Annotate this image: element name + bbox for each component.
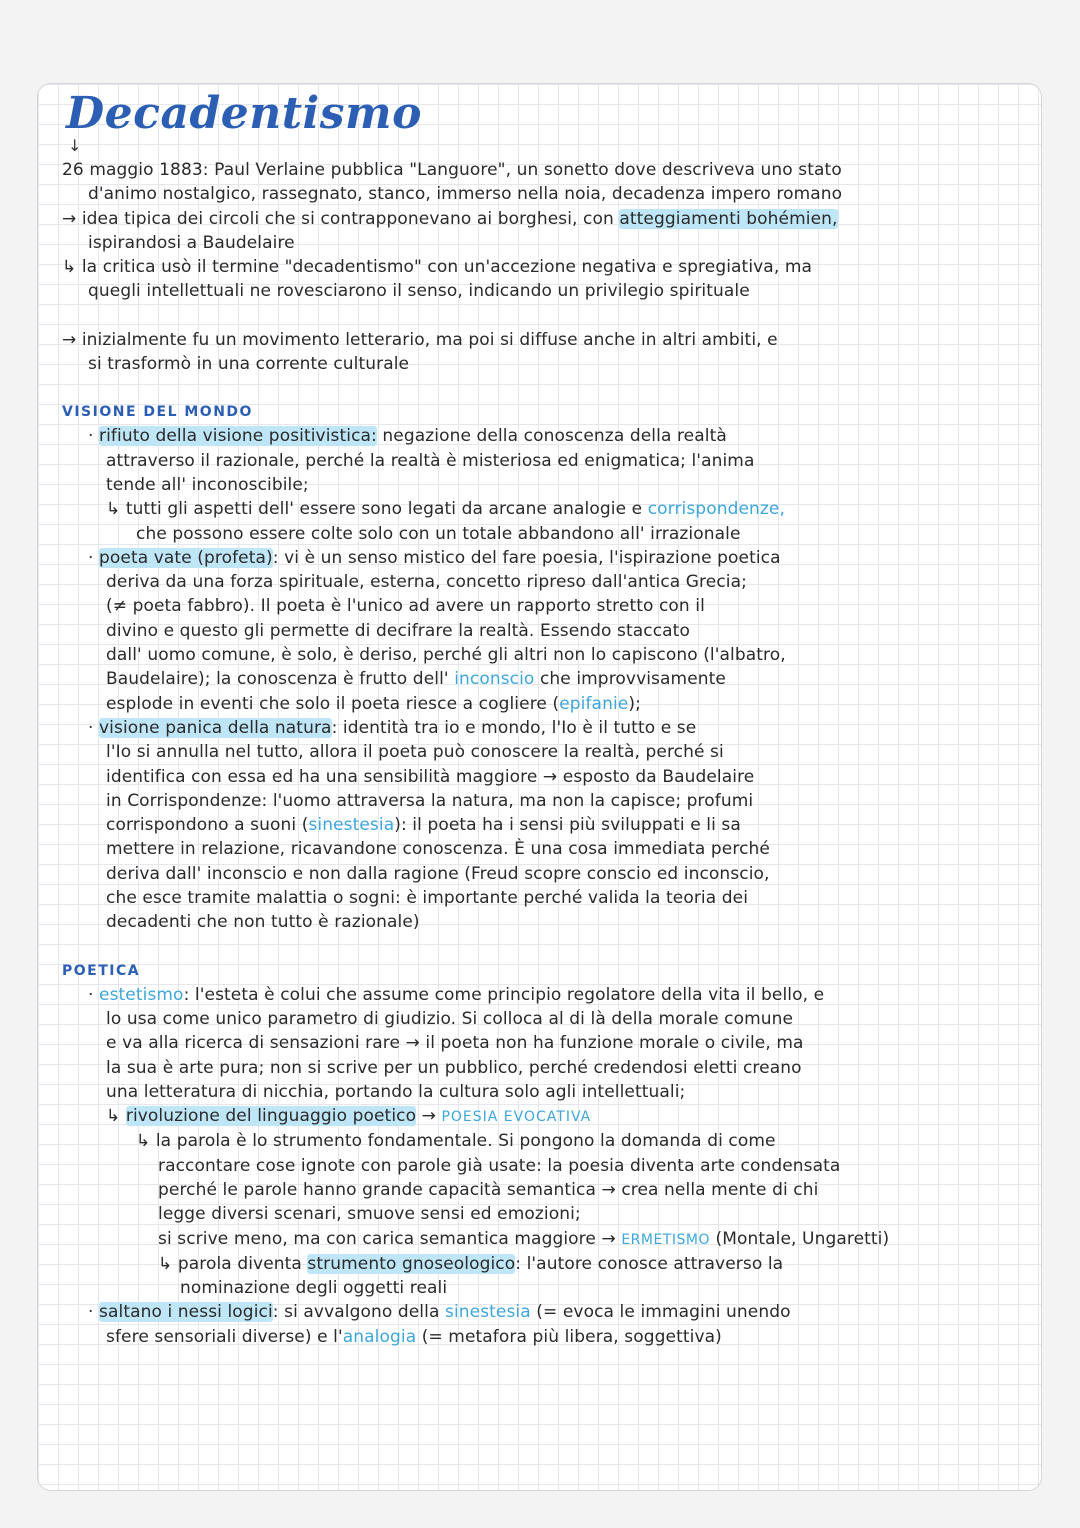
blue-term: corrispondenze, — [647, 499, 785, 520]
bullet-line: raccontare cose ignote con parole già usate: la poesia diventa arte condensata — [158, 1155, 841, 1176]
bullet-line: (≠ poeta fabbro). Il poeta è l'unico ad avere un rapporto stretto con il — [106, 596, 705, 617]
bullet-line — [62, 424, 1042, 448]
bullet-text: esplode in eventi che solo il poeta riesce a cogliere ( — [106, 693, 560, 714]
bullet-line — [62, 546, 1042, 570]
highlight-term: saltano i nessi logici — [99, 1302, 273, 1323]
bullet-text: ↳ parola diventa — [158, 1253, 308, 1274]
bullet-line: identifica con essa ed ha una sensibilità maggiore → esposto da Baudelaire — [106, 766, 755, 787]
intro-line: ispirandosi a Baudelaire — [88, 232, 295, 253]
intro-text: → idea tipica dei circoli che si contrapponevano ai borghesi, con — [62, 208, 620, 229]
bullet-line: lo usa come unico parametro di giudizio. Si colloca al di là della morale comune — [106, 1008, 794, 1029]
bullet-text: : si avvalgono della — [272, 1302, 445, 1323]
bullet-line: una letteratura di nicchia, portando la cultura solo agli intellettuali; — [106, 1081, 686, 1102]
section-heading-poetica: POETICA — [62, 962, 141, 979]
highlight-term: poeta vate (profeta) — [99, 547, 273, 568]
bullet-text: : identità tra io e mondo, l'Io è il tutto e se — [331, 717, 697, 738]
bullet-text: ); — [628, 693, 641, 714]
bullet-text: si scrive meno, ma con carica semantica maggiore → — [158, 1228, 622, 1249]
bullet-line: mettere in relazione, ricavandone conoscenza. È una cosa immediata perché — [106, 839, 770, 860]
intro-line: d'animo nostalgico, rassegnato, stanco, immerso nella noia, decadenza impero romano — [88, 184, 843, 205]
blue-term: estetismo — [99, 984, 184, 1005]
bullet-line — [62, 1104, 1042, 1129]
page-title: Decadentismo — [66, 88, 422, 139]
blue-term: sinestesia — [444, 1302, 531, 1323]
bullet-line: che possono essere colte solo con un totale abbandono all' irrazionale — [136, 523, 741, 544]
intro-line: quegli intellettuali ne rovesciarono il senso, indicando un privilegio spirituale — [88, 281, 750, 302]
bullet-text: corrispondono a suoni ( — [106, 815, 309, 836]
bullet-line: la sua è arte pura; non si scrive per un pubblico, perché credendosi eletti creano — [106, 1057, 802, 1078]
bullet-dot: · — [88, 426, 100, 447]
bullet-dot: · — [88, 717, 100, 738]
intro-line: → inizialmente fu un movimento letterario, ma poi si diffuse anche in altri ambiti, e — [62, 329, 778, 350]
blue-term: inconscio — [454, 669, 535, 690]
bullet-line: deriva dall' inconscio e non dalla ragione (Freud scopre conscio ed inconscio, — [106, 863, 770, 884]
bullet-text: (Montale, Ungaretti) — [709, 1228, 890, 1249]
bullet-line — [62, 813, 1042, 837]
bullet-dot: · — [88, 1302, 100, 1323]
bullet-line: attraverso il razionale, perché la realtà è misteriosa ed enigmatica; l'anima — [106, 450, 755, 471]
bullet-text: (= metafora più libera, soggettiva) — [416, 1326, 722, 1347]
highlight-term: rivoluzione del linguaggio poetico — [125, 1106, 417, 1127]
bullet-line: dall' uomo comune, è solo, è deriso, perché gli altri non lo capiscono (l'albatro, — [106, 645, 786, 666]
bullet-line: che esce tramite malattia o sogni: è importante perché valida la teoria dei — [106, 888, 749, 909]
bullet-line: ↳ la parola è lo strumento fondamentale. Si pongono la domanda di come — [136, 1131, 776, 1152]
intro-line: 26 maggio 1883: Paul Verlaine pubblica "Languore", un sonetto dove descriveva uno stato — [62, 160, 842, 180]
bullet-line: in Corrispondenze: l'uomo attraversa la natura, ma non la capisce; profumi — [106, 790, 754, 811]
bullet-line: decadenti che non tutto è razionale) — [106, 912, 420, 933]
down-arrow-icon: ↓ — [68, 136, 82, 155]
bullet-text: ): il poeta ha i sensi più sviluppati e li sa — [394, 815, 741, 836]
bullet-text: Baudelaire); la conoscenza è frutto dell' — [106, 669, 455, 690]
bullet-line: nominazione degli oggetti reali — [180, 1278, 448, 1299]
bullet-line — [62, 716, 1042, 740]
intro-line — [62, 207, 1042, 231]
bullet-line — [62, 1252, 1042, 1276]
bullet-line: deriva da una forza spirituale, esterna, concetto ripreso dall'antica Grecia; — [106, 572, 747, 593]
notes-body — [62, 158, 1042, 1349]
intro-line: ↳ la critica usò il termine "decadentismo" con un'accezione negativa e spregiativa, ma — [62, 257, 813, 278]
bullet-line: tende all' inconoscibile; — [106, 474, 309, 495]
notebook-page — [37, 83, 1042, 1491]
bullet-text: ↳ tutti gli aspetti dell' essere sono legati da arcane analogie e — [106, 499, 648, 520]
section-heading-visione: VISIONE DEL MONDO — [62, 404, 253, 421]
highlight-term: rifiuto della visione positivistica: — [99, 426, 377, 447]
bullet-line — [62, 1300, 1042, 1324]
bullet-line: divino e questo gli permette di decifrare la realtà. Essendo staccato — [106, 620, 690, 641]
highlight-term: strumento gnoseologico — [307, 1253, 516, 1274]
spacer — [62, 935, 1042, 959]
blue-term: epifanie — [559, 693, 629, 714]
highlight-term: visione panica della natura — [99, 717, 332, 738]
bullet-line: perché le parole hanno grande capacità semantica → crea nella mente di chi — [158, 1179, 819, 1200]
spacer — [62, 376, 1042, 400]
bullet-dot: · — [88, 547, 100, 568]
highlight-boheme: atteggiamenti bohémien, — [619, 208, 838, 229]
bullet-line — [62, 1325, 1042, 1349]
spacer — [62, 304, 1042, 328]
arrow-icon: → — [416, 1106, 442, 1127]
bullet-text: negazione della conoscenza della realtà — [376, 426, 727, 447]
arrow-icon: ↳ — [106, 1106, 126, 1127]
bullet-line — [62, 1227, 1042, 1252]
bullet-line: e va alla ricerca di sensazioni rare → il poeta non ha funzione morale o civile, ma — [106, 1033, 804, 1054]
bullet-text: : l'esteta è colui che assume come principio regolatore della vita il bello, e — [183, 984, 825, 1005]
bullet-text: sfere sensoriali diverse) e l' — [106, 1326, 343, 1347]
bullet-line — [62, 497, 1042, 521]
blue-term: POESIA EVOCATIVA — [441, 1109, 592, 1126]
blue-term: sinestesia — [308, 815, 395, 836]
bullet-text: : l'autore conosce attraverso la — [515, 1253, 784, 1274]
bullet-text: che improvvisamente — [534, 669, 726, 690]
bullet-line — [62, 983, 1042, 1007]
bullet-line: legge diversi scenari, smuove sensi ed emozioni; — [158, 1204, 581, 1225]
bullet-text: (= evoca le immagini unendo — [530, 1302, 791, 1323]
bullet-line: l'Io si annulla nel tutto, allora il poeta può conoscere la realtà, perché si — [106, 742, 724, 763]
intro-line: si trasformò in una corrente culturale — [88, 354, 410, 375]
bullet-line — [62, 692, 1042, 716]
blue-term: analogia — [342, 1326, 417, 1347]
bullet-text: : vi è un senso mistico del fare poesia, l'ispirazione poetica — [272, 547, 781, 568]
bullet-dot: · — [88, 984, 100, 1005]
bullet-line — [62, 667, 1042, 691]
blue-term: ERMETISMO — [621, 1231, 710, 1248]
